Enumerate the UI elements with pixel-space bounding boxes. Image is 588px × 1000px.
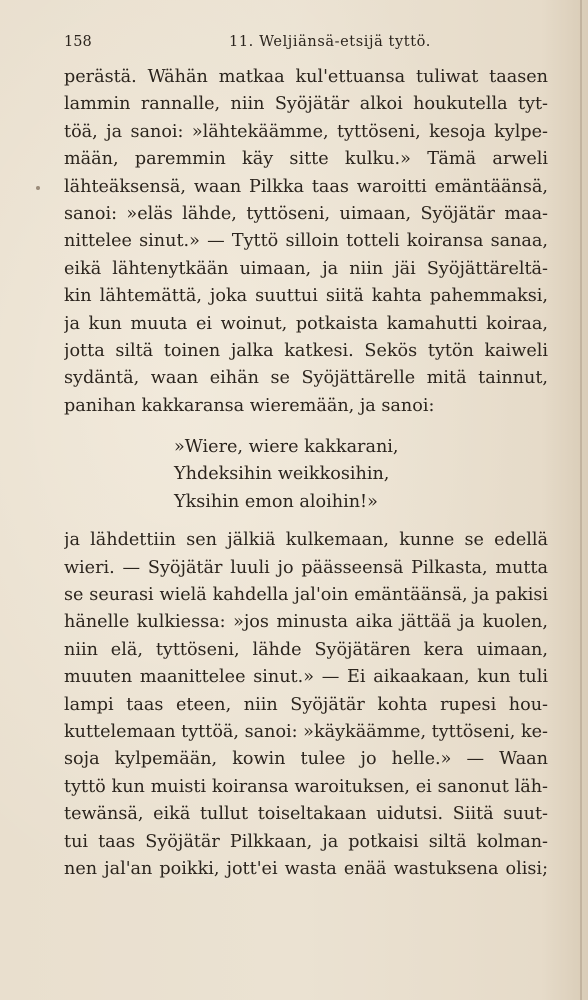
verse-line: Yhdeksihin weikkosihin, xyxy=(174,464,390,485)
text-line: sanoi: »eläs lähde, tyttöseni, uimaan, Syöjätär maa- xyxy=(64,203,548,224)
text-line: töä, ja sanoi: »lähtekäämme, tyttöseni, kesoja kylpe- xyxy=(64,121,548,142)
text-line: tyttö kun muisti koiransa waroituksen, ei sanonut läh- xyxy=(64,776,548,797)
verse xyxy=(64,434,548,516)
body-text xyxy=(64,64,548,883)
spacer xyxy=(64,420,548,434)
verse-line: »Wiere, wiere kakkarani, xyxy=(174,437,399,458)
text-line: sydäntä, waan eihän se Syöjättärelle mitä tainnut, xyxy=(64,368,548,389)
text-line: muuten maanittelee sinut.» — Ei aikaakaan, kun tuli xyxy=(64,667,548,688)
text-line: panihan kakkaransa wieremään, ja sanoi: xyxy=(64,395,435,416)
text-line: jotta siltä toinen jalka katkesi. Sekös tytön kaiweli xyxy=(64,340,548,361)
text-line: lähteäksensä, waan Pilkka taas waroitti emäntäänsä, xyxy=(64,176,548,197)
text-line: se seurasi wielä kahdella jal'oin emäntäänsä, ja pakisi xyxy=(64,585,548,606)
text-line: kin lähtemättä, joka suuttui siitä kahta pahemmaksi, xyxy=(64,286,548,307)
paragraph-1 xyxy=(64,64,548,420)
page-header xyxy=(64,34,544,56)
text-line: hänelle kulkiessa: »jos minusta aika jättää ja kuolen, xyxy=(64,612,548,633)
running-title: 11. Weljiänsä-etsijä tyttö. xyxy=(229,34,431,50)
text-line: eikä lähtenytkään uimaan, ja niin jäi Syöjättäreltä- xyxy=(64,258,548,279)
text-line: ja lähdettiin sen jälkiä kulkemaan, kunne se edellä xyxy=(64,530,548,551)
page-edge xyxy=(580,0,582,1000)
verse-line: Yksihin emon aloihin!» xyxy=(174,491,378,512)
text-line: perästä. Wähän matkaa kul'ettuansa tuliwat taasen xyxy=(64,67,548,87)
text-line: tui taas Syöjätär Pilkkaan, ja potkaisi siltä kolman- xyxy=(64,831,548,852)
text-line: niin elä, tyttöseni, lähde Syöjätären kera uimaan, xyxy=(64,639,548,660)
text-line: mään, paremmin käy sitte kulku.» Tämä arweli xyxy=(64,149,548,170)
text-line: soja kylpemään, kowin tulee jo helle.» — Waan xyxy=(64,749,548,770)
text-line: kuttelemaan tyttöä, sanoi: »käykäämme, tyttöseni, ke- xyxy=(64,721,548,742)
text-line: wieri. — Syöjätär luuli jo päässeensä Pilkasta, mutta xyxy=(64,557,548,578)
text-line: lampi taas eteen, niin Syöjätär kohta rupesi hou- xyxy=(64,694,548,715)
paragraph-2 xyxy=(64,527,548,883)
text-line: lammin rannalle, niin Syöjätär alkoi houkutella tyt- xyxy=(64,94,548,115)
text-line: ja kun muuta ei woinut, potkaista kamahutti koiraa, xyxy=(64,313,548,334)
paper-spot xyxy=(36,186,40,190)
text-line: nen jal'an poikki, jott'ei wasta enää wastuksena olisi; xyxy=(64,858,548,879)
spacer xyxy=(64,516,548,527)
text-line: nittelee sinut.» — Tyttö silloin totteli koiransa sanaa, xyxy=(64,231,548,252)
page-number: 158 xyxy=(64,34,92,50)
text-line: tewänsä, eikä tullut toiseltakaan uidutsi. Siitä suut- xyxy=(64,804,548,825)
